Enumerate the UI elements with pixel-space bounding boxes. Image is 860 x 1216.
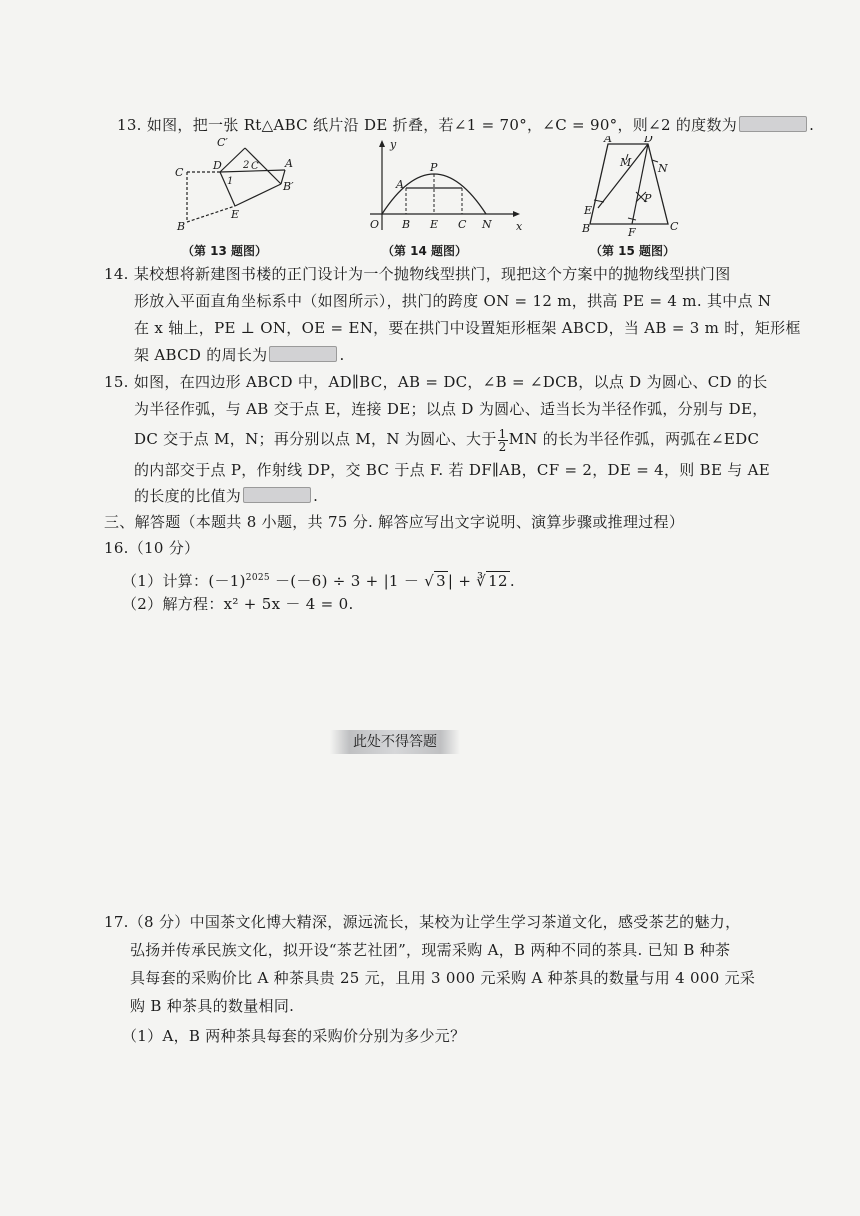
q16-part-1: [122, 568, 515, 591]
q16-exponent: 2025: [245, 573, 270, 583]
fig14-label-o: O: [370, 218, 380, 231]
fig15-label-m: M: [620, 156, 632, 169]
fig15-label-a: A: [604, 136, 612, 145]
q14-answer-blank[interactable]: [269, 346, 337, 362]
q14-end: .: [339, 346, 345, 364]
fig15-label-e: E: [584, 204, 593, 217]
q15-line-3: [134, 424, 759, 454]
q16-part-1d: | + ∛: [447, 572, 487, 590]
fig14-label-e: E: [430, 218, 439, 231]
q13-line: [117, 115, 814, 135]
fig14-label-y: y: [390, 138, 397, 151]
q17-part-1: （1）A，B 两种茶具每套的采购价分别为多少元？: [122, 1027, 466, 1045]
fig14-label-p: P: [430, 161, 438, 174]
fig15-label-c: C: [670, 220, 679, 233]
no-answer-zone-stamp: 此处不得答题: [330, 730, 460, 754]
q15-line-5: [134, 486, 318, 506]
q16-part-1a: （1）计算：(－1): [122, 572, 246, 590]
q16-part-2: （2）解方程：x² + 5x － 4 = 0.: [122, 595, 354, 613]
fig14-label-a: A: [396, 178, 404, 191]
figure-14: [360, 138, 530, 242]
fig13-label-bprime: B′: [283, 180, 294, 193]
fig13-label-cprime: C′: [217, 138, 228, 149]
q16-part-1b: －(－6) ÷ 3 + |1 － √: [269, 572, 435, 590]
figure-15-caption: （第 15 题图）: [590, 244, 676, 258]
q16-part-1f: .: [509, 572, 515, 590]
fig14-label-n: N: [482, 218, 492, 231]
q14-line-4-text: 架 ABCD 的周长为: [134, 346, 268, 364]
fig15-label-d: D: [644, 136, 653, 145]
figure-13-drawing: [165, 138, 315, 238]
fig13-label-d: D: [213, 159, 222, 172]
fig13-label-c-small: C: [251, 161, 259, 172]
q15-line-3b: MN 的长为半径作弧，两弧在∠EDC: [508, 430, 760, 448]
fig13-label-2: 2: [243, 160, 250, 171]
q15-fraction-denominator: 2: [498, 439, 507, 454]
fig14-label-b: B: [402, 218, 411, 231]
fig13-label-a: A: [285, 157, 293, 170]
q15-line-1: 15. 如图，在四边形 ABCD 中，AD∥BC，AB = DC，∠B = ∠DCB，以点 D 为圆心、CD 的长: [104, 373, 768, 391]
fig14-label-c: C: [458, 218, 467, 231]
figure-15-drawing: [578, 136, 688, 236]
section-3-heading: 三、解答题（本题共 8 小题，共 75 分. 解答应写出文字说明、演算步骤或推理过程）: [104, 513, 685, 531]
fig14-label-x: x: [516, 220, 523, 233]
figure-15: [578, 136, 688, 240]
q17-line-4: 购 B 种茶具的数量相同.: [130, 997, 295, 1015]
fig13-label-1: 1: [227, 176, 234, 187]
q17-line-2: 弘扬并传承民族文化，拟开设“茶艺社团”，现需采购 A，B 两种不同的茶具. 已知 B 种茶: [130, 941, 731, 959]
q13-end: .: [809, 116, 815, 134]
q15-fraction-numerator: 1: [498, 426, 507, 441]
fig15-label-f: F: [628, 226, 636, 236]
q14-line-2: 形放入平面直角坐标系中（如图所示），拱门的跨度 ON = 12 m，拱高 PE = 4 m. 其中点 N: [134, 292, 772, 310]
q16-radicand-3: 3: [436, 572, 446, 590]
q14-line-3: 在 x 轴上，PE ⊥ ON，OE = EN，要在拱门中设置矩形框架 ABCD，当 AB = 3 m 时，矩形框: [134, 319, 801, 337]
figure-13-caption: （第 13 题图）: [182, 244, 268, 258]
q14-line-1: 14. 某校想将新建图书楼的正门设计为一个抛物线型拱门，现把这个方案中的抛物线型拱门图: [104, 265, 731, 283]
figure-14-drawing: [360, 138, 530, 238]
figure-14-caption: （第 14 题图）: [382, 244, 468, 258]
q15-line-4: 的内部交于点 P，作射线 DP，交 BC 于点 F. 若 DF∥AB，CF = 2，DE = 4，则 BE 与 AE: [134, 461, 771, 479]
fig15-label-p: P: [644, 192, 652, 205]
q16-heading: 16.（10 分）: [104, 539, 200, 557]
fig13-label-b: B: [177, 220, 186, 233]
fig13-label-c: C: [175, 166, 184, 179]
q15-line-3a: DC 交于点 M，N；再分别以点 M，N 为圆心、大于: [134, 430, 497, 448]
q13-text: 13. 如图，把一张 Rt△ABC 纸片沿 DE 折叠，若∠1 = 70°，∠C = 90°，则∠2 的度数为: [117, 116, 738, 134]
fig13-label-e: E: [231, 208, 240, 221]
q17-line-1: 17.（8 分）中国茶文化博大精深，源远流长，某校为让学生学习茶道文化，感受茶艺的魅力，: [104, 913, 741, 931]
fig15-label-n: N: [658, 162, 668, 175]
q15-fraction: [498, 428, 508, 453]
q13-answer-blank[interactable]: [739, 116, 807, 132]
q14-line-4: [134, 345, 345, 365]
q17-line-3: 具每套的采购价比 A 种茶具贵 25 元，且用 3 000 元采购 A 种茶具的数量与用 4 000 元采: [130, 969, 756, 987]
q15-end: .: [313, 487, 319, 505]
q15-answer-blank[interactable]: [243, 487, 311, 503]
figure-13: [165, 138, 315, 242]
q15-line-2: 为半径作弧，与 AB 交于点 E，连接 DE；以点 D 为圆心、适当长为半径作弧，分别与 DE，: [134, 400, 768, 418]
q15-line-5-text: 的长度的比值为: [134, 487, 242, 505]
q16-radicand-12: 12: [488, 572, 508, 590]
fig15-label-b: B: [582, 222, 591, 235]
